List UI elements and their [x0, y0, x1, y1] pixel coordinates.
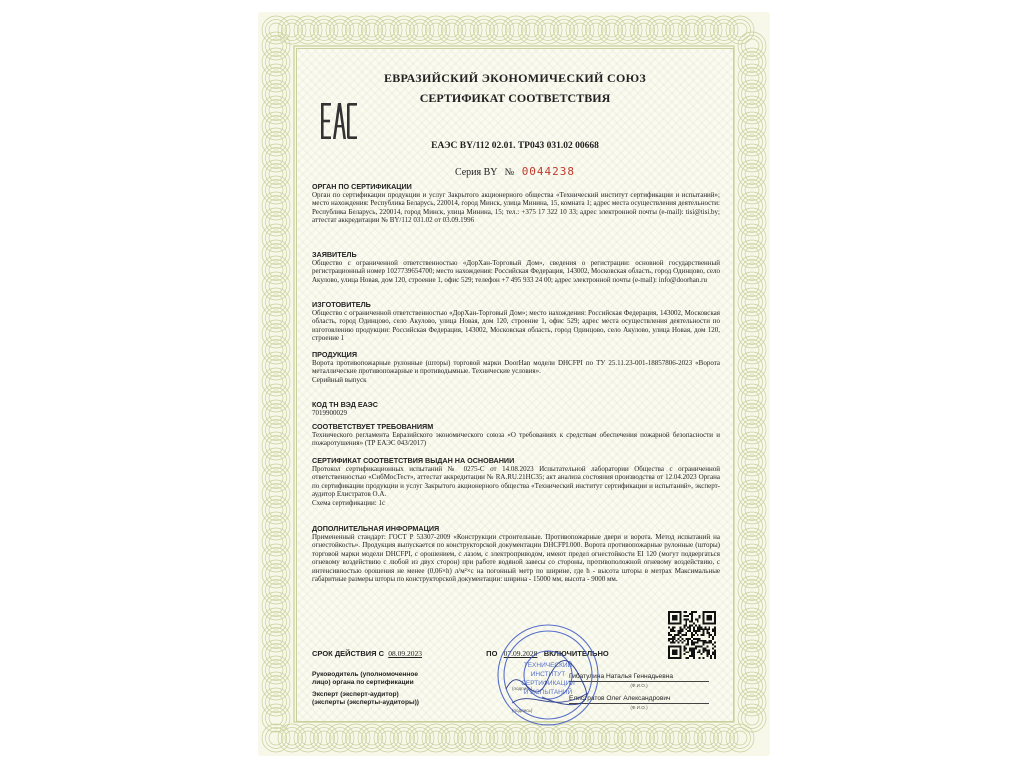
validity-to-date: 07.09.2028 [503, 649, 538, 658]
section-heading: СЕРТИФИКАТ СООТВЕТСТВИЯ ВЫДАН НА ОСНОВАНИИ [312, 456, 515, 465]
qr-code-icon [668, 611, 716, 659]
section-heading: ДОПОЛНИТЕЛЬНАЯ ИНФОРМАЦИЯ [312, 524, 440, 533]
section-applicant [312, 251, 720, 284]
validity-to-label: ПО [486, 649, 498, 658]
section-text: Примененный стандарт: ГОСТ Р 53307-2009 «Конструкции строительные. Противопожарные двери и ворота. Метод испытаний на огнестойкость». Продукция выпускается по конструкторской документации DHCFPI.000. Ворота противопожарные рулонные (шторы) торговой марки модели DHCFPI, с орошением, с лазом, с электроприводом, имеют предел огнестойкости EI 120 (могут подвергаться огневому воздействию с любой из двух сторон) при работе водяной завесы со стороны, противоположной огневому воздействию, с интенсивностью орошения не менее (0,06×h) л/м²×с на погонный метр по ширине, где h - высота шторы в метрах Максимальные габаритные размеры шторы по конструкторской документации: ширина - 15000 мм, высота - 9000 мм. [312, 533, 720, 584]
head-name-caption: (Ф.И.О.) [630, 683, 648, 688]
section-product [312, 351, 720, 384]
expert-name: Елистратов Олег Александрович [569, 695, 709, 704]
section-manufacturer [312, 301, 720, 343]
series-number: 0044238 [521, 165, 576, 178]
expert-role-line1: Эксперт (эксперт-аудитор) [312, 691, 399, 698]
section-text: Общество с ограниченной ответственностью «ДорХан-Торговый Дом», сведения о регистрации: основной государственный регистрационный номер 1027739654700; место нахождения: Российская Федерация, 143002, Московская область, город Одинцово, село Акулово, улица Новая, дом 120, строение 1, офис 529; телефон +7 495 933 24 00; адрес электронной почты (e-mail): info@doorhan.ru [312, 259, 720, 284]
section-heading: ОРГАН ПО СЕРТИФИКАЦИИ [312, 182, 412, 191]
expert-sign-caption: (подпись) [512, 708, 533, 713]
expert-role-line2: (эксперты (эксперты-аудиторы)) [312, 699, 419, 706]
union-title: ЕВРАЗИЙСКИЙ ЭКОНОМИЧЕСКИЙ СОЮЗ [383, 71, 647, 85]
section-heading: СООТВЕТСТВУЕТ ТРЕБОВАНИЯМ [312, 422, 434, 431]
registration-number: ЕАЭС BY/112 02.01. ТР043 031.02 00668 [431, 141, 599, 151]
stamp-line2: ИНСТИТУТ [530, 671, 566, 678]
certificate-body [296, 48, 734, 722]
section-basis [312, 457, 720, 507]
head-role-line1: Руководитель (уполномоченное [312, 671, 419, 678]
section-cert-body [312, 183, 720, 225]
section-complies [312, 423, 720, 448]
document-title: СЕРТИФИКАТ СООТВЕТСТВИЯ [419, 91, 611, 105]
head-name: Гибатулина Наталья Геннадьевна [569, 673, 709, 682]
section-extra: Схема сертификации: 1с [312, 498, 386, 507]
series-line [297, 165, 733, 178]
head-role [312, 671, 418, 687]
head-sign-caption: (подпись) [512, 686, 533, 691]
certificate-sheet [258, 12, 770, 756]
section-text: Технического регламента Евразийского экономического союза «О требованиях к средствам обеспечения пожарной безопасности и пожаротушения» (ТР ЕАЭС 043/2017) [312, 431, 720, 448]
section-text: 7019900029 [312, 409, 347, 417]
validity-incl-label: ВКЛЮЧИТЕЛЬНО [543, 649, 609, 658]
expert-name-caption: (Ф.И.О.) [630, 705, 648, 710]
series-no-sign: № [504, 167, 515, 178]
stamp-line4: И ИСПЫТАНИЙ [523, 689, 573, 696]
stamp-line3: СЕРТИФИКАЦИИ [521, 680, 575, 687]
section-additional [312, 525, 720, 583]
section-heading: ИЗГОТОВИТЕЛЬ [312, 300, 371, 309]
section-heading: ЗАЯВИТЕЛЬ [312, 250, 357, 259]
expert-role [312, 691, 419, 707]
section-hs-code [312, 401, 720, 417]
validity-from-label: СРОК ДЕЙСТВИЯ С [312, 649, 385, 658]
series-label: Серия BY [454, 167, 498, 178]
eac-logo-icon [319, 99, 359, 143]
section-heading: ПРОДУКЦИЯ [312, 350, 358, 359]
section-extra: Серийный выпуск [312, 375, 367, 384]
section-text: Орган по сертификации продукции и услуг Закрытого акционерного общества «Технический институт сертификации и испытаний»; место нахождения: Республика Беларусь, 220014, город Минск, улица Минина, 15, комната 1; адрес места осуществления деятельности: Республика Беларусь, 220014, город Минск, улица Минина, 15; тел.: +375 17 322 10 33; адрес электронной почты (e-mail): tisi@tisi.by; аттестат аккредитации № BY/112 031.02 от 03.09.1996 [312, 191, 720, 225]
section-text: Ворота противопожарные рулонные (шторы) торговой марки DoorHan модели DHCFPI по ТУ 25.11.23-001-18857806-2023 «Ворота металлические противопожарные и противодымные. Технические условия». [312, 359, 720, 376]
section-heading: КОД ТН ВЭД ЕАЭС [312, 400, 378, 409]
official-stamp [492, 619, 604, 731]
head-role-line2: лицо) органа по сертификации [312, 679, 414, 686]
validity-from-date: 08.09.2023 [388, 649, 422, 658]
section-text: Протокол сертификационных испытаний № 0275-С от 14.08.2023 Испытательной лаборатории Общества с ограниченной ответственностью «СибМосТест», аттестат аккредитации № RA.RU.21НС35; акт анализа состояния производства от 12.04.2023 Органа по сертификации продукции и услуг Закрытого акционерного общества «Технический институт сертификации и испытаний», эксперт-аудитор Елистратов О.А. [312, 465, 720, 499]
stamp-line1: ТЕХНИЧЕСКИЙ [523, 662, 573, 669]
section-text: Общество с ограниченной ответственностью «ДорХан-Торговый Дом»; место нахождения: Российская Федерация, 143002, Московская область, город Одинцово, село Акулово, улица Новая, дом 120, строение 1, офис 529; адрес места осуществления деятельности по изготовлению продукции: Российская Федерация, 143002, Московская область, город Одинцово, село Акулово, улица Новая, дом 120, строение 1 [312, 309, 720, 343]
